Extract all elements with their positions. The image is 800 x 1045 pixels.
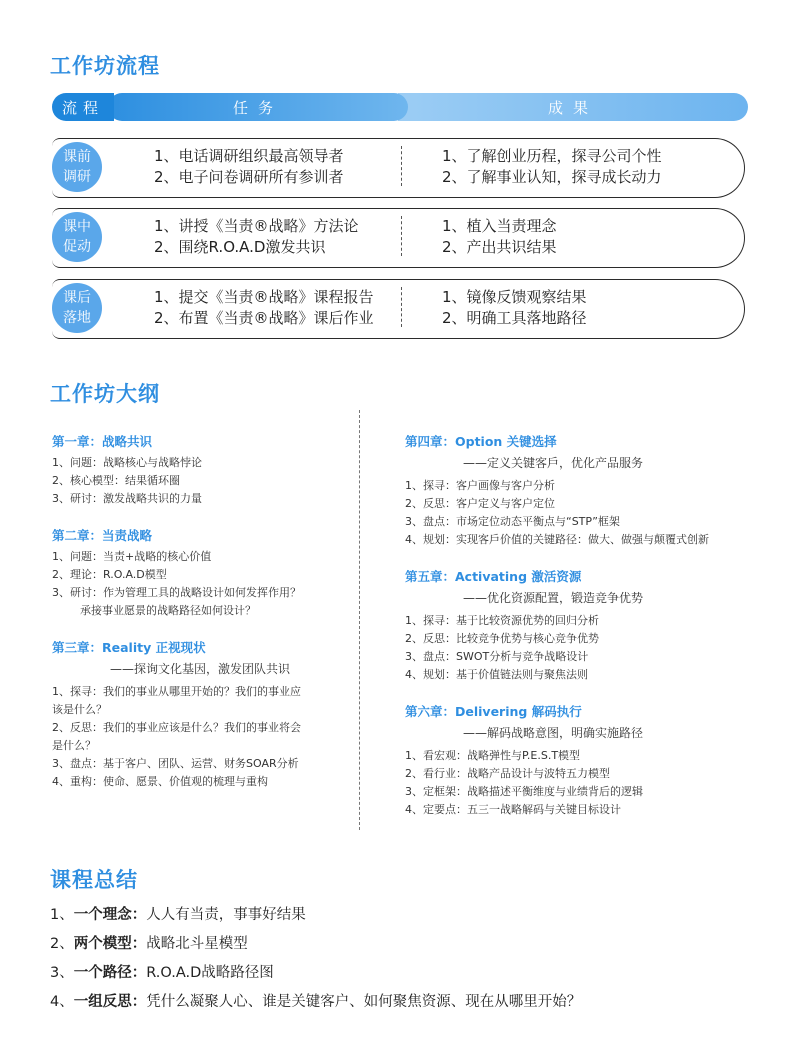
chapter-item: 3、盘点：市场定位动态平衡点与“STP”框架 [405, 515, 620, 528]
result-item: 1、植入当责理念 [442, 217, 557, 235]
workflow-title: 工作坊流程 [50, 54, 160, 78]
chapter-item: 2、反思：比较竞争优势与核心竞争优势 [405, 632, 599, 645]
chapter-item: 2、反思：我们的事业应该是什么？我们的事业将会 [52, 721, 301, 734]
summary-text: 凭什么凝聚人心、谁是关键客户、如何聚焦资源、现在从哪里开始？ [146, 994, 582, 1010]
result-cell [442, 146, 662, 188]
stage-label: 课后 [63, 290, 91, 306]
result-item: 2、了解事业认知，探寻成长动力 [442, 168, 662, 186]
chapter-item: 2、理论：R.O.A.D模型 [52, 568, 167, 581]
chapter-item: 3、研讨：作为管理工具的战略设计如何发挥作用？ [52, 586, 301, 599]
task-item: 2、布置《当责®战略》课后作业 [154, 309, 374, 327]
chapter-block [52, 638, 352, 791]
chapter-item: 1、问题：战略核心与战略悖论 [52, 456, 202, 469]
result-cell [442, 287, 587, 329]
chapter-item: 1、看宏观：战略弹性与P.E.S.T模型 [405, 749, 581, 762]
chapter-item: 4、规划：实现客戶价值的关键路径：做大、做强与颠覆式创新 [405, 533, 709, 546]
chapter-block [405, 432, 750, 549]
chapter-block [52, 432, 352, 508]
summary-num: 3、 [50, 965, 74, 981]
result-item: 2、明确工具落地路径 [442, 309, 587, 327]
summary-item [50, 961, 274, 982]
chapter-item: 4、定要点：五三一战略解码与关键目标设计 [405, 803, 621, 816]
chapter-title: 第一章：战略共识 [52, 434, 153, 449]
header-flow: 流程 [52, 93, 114, 121]
chapter-item: 3、研讨：激发战略共识的力量 [52, 492, 202, 505]
chapter-item: 3、盘点：基于客户、团队、运营、财务SOAR分析 [52, 757, 299, 770]
summary-text: R.O.A.D战略路径图 [146, 965, 274, 981]
chapter-block [52, 526, 352, 620]
summary-num: 4、 [50, 994, 74, 1010]
stage-badge [52, 212, 102, 262]
result-item: 1、镜像反馈观察结果 [442, 288, 587, 306]
summary-item [50, 990, 581, 1011]
header-result: 成果 [398, 93, 748, 121]
stage-label: 落地 [63, 310, 91, 326]
summary-item [50, 903, 306, 924]
chapter-block [405, 567, 750, 684]
chapter-item: 1、探寻：客户画像与客户分析 [405, 479, 555, 492]
chapter-item: 承接事业愿景的战略路径如何设计？ [80, 604, 256, 617]
summary-title: 课程总结 [50, 868, 138, 892]
chapter-item: 是什么？ [52, 739, 96, 752]
summary-num: 1、 [50, 907, 74, 923]
summary-key: 一个理念： [73, 907, 147, 923]
task-item: 1、讲授《当责®战略》方法论 [154, 217, 359, 235]
chapter-title: 第四章：Option 关键选择 [405, 434, 557, 449]
stage-label: 调研 [63, 169, 91, 185]
summary-key: 两个模型： [73, 936, 147, 952]
row-divider [401, 216, 402, 256]
summary-text: 人人有当责，事事好结果 [146, 907, 306, 923]
chapter-title: 第五章：Activating 激活资源 [405, 569, 582, 584]
chapter-subtitle: ——定义关键客戶，优化产品服务 [463, 456, 644, 470]
chapter-item: 2、看行业：战略产品设计与波特五力模型 [405, 767, 610, 780]
task-cell [154, 146, 344, 188]
outline-divider [359, 410, 360, 830]
summary-num: 2、 [50, 936, 74, 952]
chapter-item: 4、规划：基于价值链法则与聚焦法则 [405, 668, 588, 681]
outline-title: 工作坊大纲 [50, 382, 160, 406]
chapter-block [405, 702, 750, 819]
chapter-item: 3、盘点：SWOT分析与竞争战略设计 [405, 650, 589, 663]
outline-right-column [405, 432, 750, 819]
stage-label: 课前 [63, 149, 91, 165]
task-cell [154, 287, 374, 329]
chapter-title: 第三章：Reality 正视现状 [52, 640, 206, 655]
chapter-subtitle: ——探询文化基因，激发团队共识 [110, 662, 291, 676]
chapter-item: 3、定框架：战略描述平衡维度与业绩背后的逻辑 [405, 785, 643, 798]
result-item: 1、了解创业历程，探寻公司个性 [442, 147, 662, 165]
stage-badge [52, 142, 102, 192]
task-item: 2、电子问卷调研所有参训者 [154, 168, 344, 186]
chapter-item: 1、问题：当责+战略的核心价值 [52, 550, 212, 563]
chapter-item: 1、探寻：基于比较资源优势的回归分析 [405, 614, 599, 627]
result-cell [442, 216, 557, 258]
chapter-item: 2、核心模型：结果循环圈 [52, 474, 180, 487]
task-item: 1、提交《当责®战略》课程报告 [154, 288, 374, 306]
chapter-item: 4、重构：使命、愿景、价值观的梳理与重构 [52, 775, 268, 788]
task-item: 1、电话调研组织最高领导者 [154, 147, 344, 165]
summary-text: 战略北斗星模型 [146, 936, 248, 952]
task-cell [154, 216, 359, 258]
chapter-subtitle: ——优化资源配置，锻造竞争优势 [463, 591, 644, 605]
outline-left-column [52, 432, 352, 791]
chapter-subtitle: ——解码战略意图，明确实施路径 [463, 726, 644, 740]
result-item: 2、产出共识结果 [442, 238, 557, 256]
task-item: 2、围绕R.O.A.D激发共识 [154, 238, 326, 256]
chapter-title: 第六章：Delivering 解码执行 [405, 704, 582, 719]
summary-key: 一个路径： [73, 965, 147, 981]
summary-item [50, 932, 248, 953]
chapter-item: 2、反思：客户定义与客户定位 [405, 497, 555, 510]
row-divider [401, 146, 402, 186]
chapter-item: 1、探寻：我们的事业从哪里开始的？我们的事业应 [52, 685, 301, 698]
summary-key: 一组反思： [73, 994, 147, 1010]
chapter-item: 该是什么？ [52, 703, 107, 716]
stage-label: 促动 [63, 239, 91, 255]
row-divider [401, 287, 402, 327]
chapter-title: 第二章：当责战略 [52, 528, 153, 543]
header-task: 任务 [108, 93, 408, 121]
stage-label: 课中 [63, 219, 91, 235]
stage-badge [52, 283, 102, 333]
